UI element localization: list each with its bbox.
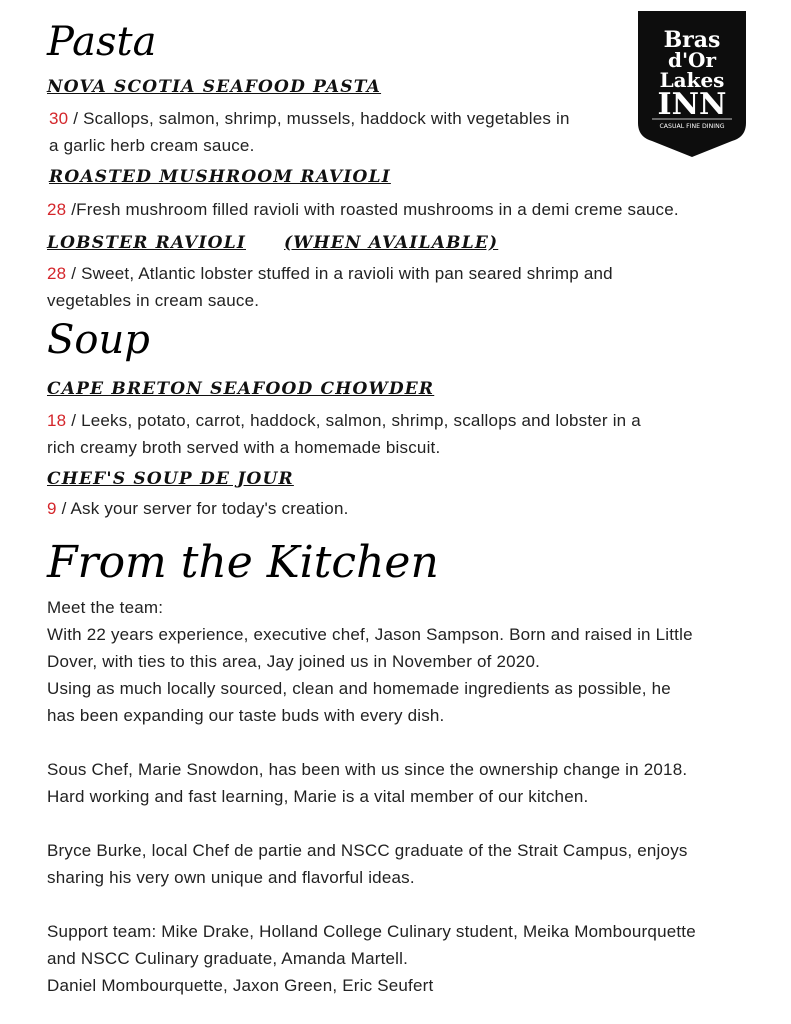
item-desc-mushroom-ravioli: 28 /Fresh mushroom filled ravioli with roasted mushrooms in a demi creme sauce. — [47, 200, 679, 219]
logo-line3: Lakes — [659, 68, 725, 92]
kitchen-line: With 22 years experience, executive chef, Jason Sampson. Born and raised in Little — [47, 625, 693, 644]
item-title-lobster-ravioli: LOBSTER RAVIOLI (WHEN AVAILABLE) — [47, 233, 499, 253]
kitchen-line: Using as much locally sourced, clean and homemade ingredients as possible, he — [47, 679, 671, 698]
kitchen-line: Hard working and fast learning, Marie is a vital member of our kitchen. — [47, 787, 589, 806]
item-note: (WHEN AVAILABLE) — [284, 233, 499, 253]
item-price: 28 — [47, 200, 67, 219]
item-price: 30 — [49, 109, 69, 128]
item-desc-seafood-chowder: 18 / Leeks, potato, carrot, haddock, salmon, shrimp, scallops and lobster in a rich creamy broth served with a homemade biscuit. — [47, 411, 641, 457]
logo — [638, 11, 746, 157]
item-price: 9 — [47, 499, 57, 518]
item-desc-soup-de-jour: 9 / Ask your server for today's creation. — [47, 499, 349, 518]
section-title-soup: Soup — [47, 317, 150, 363]
kitchen-line: and NSCC Culinary graduate, Amanda Martell. — [47, 949, 409, 968]
item-title-soup-de-jour: CHEF'S SOUP DE JOUR — [47, 469, 294, 489]
kitchen-blank — [47, 729, 767, 756]
kitchen-blank — [47, 891, 767, 918]
item-price: 18 — [47, 411, 67, 430]
logo-shield-icon — [638, 11, 746, 157]
kitchen-line: Meet the team: — [47, 598, 164, 617]
kitchen-line: Daniel Mombourquette, Jaxon Green, Eric Seufert — [47, 976, 434, 995]
item-price: 28 — [47, 264, 67, 283]
item-title-mushroom-ravioli: ROASTED MUSHROOM RAVIOLI — [49, 167, 391, 187]
item-desc-lobster-ravioli: 28 / Sweet, Atlantic lobster stuffed in a ravioli with pan seared shrimp and vegetables in cream sauce. — [47, 264, 613, 310]
kitchen-line: Dover, with ties to this area, Jay joined us in November of 2020. — [47, 652, 541, 671]
kitchen-body — [47, 594, 767, 999]
logo-line2: d'Or — [667, 48, 717, 72]
kitchen-line: Sous Chef, Marie Snowdon, has been with us since the ownership change in 2018. — [47, 760, 688, 779]
logo-tagline: CASUAL FINE DINING — [659, 123, 725, 130]
section-title-pasta: Pasta — [47, 19, 157, 65]
kitchen-blank — [47, 810, 767, 837]
item-title-seafood-pasta: NOVA SCOTIA SEAFOOD PASTA — [47, 77, 382, 97]
kitchen-line: Bryce Burke, local Chef de partie and NSCC graduate of the Strait Campus, enjoys — [47, 841, 688, 860]
logo-line4: INN — [657, 87, 727, 122]
kitchen-line: has been expanding our taste buds with every dish. — [47, 706, 445, 725]
kitchen-line: sharing his very own unique and flavorful ideas. — [47, 868, 415, 887]
logo-line1: Bras — [663, 27, 721, 53]
item-title-seafood-chowder: CAPE BRETON SEAFOOD CHOWDER — [47, 379, 435, 399]
item-desc-seafood-pasta: 30 / Scallops, salmon, shrimp, mussels, haddock with vegetables in a garlic herb cream sauce. — [49, 109, 570, 155]
section-title-kitchen: From the Kitchen — [47, 537, 439, 588]
kitchen-line: Support team: Mike Drake, Holland College Culinary student, Meika Mombourquette — [47, 922, 696, 941]
